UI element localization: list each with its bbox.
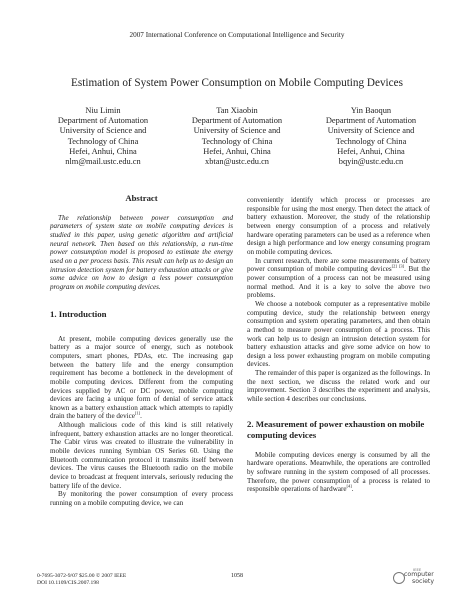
footer-doi: DOI 10.1109/CIS.2007.198 bbox=[37, 580, 99, 587]
right-p2-text-b: . But the power consumption of a process can not be measured using normal method. And it is a key to solve the above two problems. bbox=[247, 265, 430, 300]
intro-paragraph-1 bbox=[50, 335, 233, 422]
citation-1: [1] bbox=[134, 411, 141, 417]
paper-title: Estimation of System Power Consumption on Mobile Computing Devices bbox=[71, 77, 403, 89]
intro-p1-end: . bbox=[140, 412, 142, 421]
author-city: Hefei, Anhui, China bbox=[69, 146, 137, 156]
author-name: Niu Limin bbox=[85, 106, 121, 115]
author-uni: University of Science and bbox=[327, 126, 415, 136]
author-name: Tan Xiaobin bbox=[216, 106, 258, 115]
author-uni: University of Science and bbox=[59, 126, 147, 136]
author-dept: Department of Automation bbox=[325, 116, 417, 126]
author-2 bbox=[170, 106, 304, 167]
author-email[interactable]: nlm@mail.ustc.edu.cn bbox=[65, 157, 141, 167]
author-uni: University of Science and bbox=[193, 126, 281, 136]
page-number: 1058 bbox=[231, 573, 243, 579]
right-paragraph-3: We choose a notebook computer as a representative mobile computing device, study the relationship between energy consumption and system operating parameters, and then obtain a method to measure power consumption of a process. This work can help us to design an intrusion detection system for battery exhaustion attacks and give some advice on how to design a less power exhausting program on mobile computing devices. bbox=[247, 299, 430, 369]
section-2-paragraph-1 bbox=[247, 451, 430, 494]
author-uni: Technology of China bbox=[67, 136, 139, 146]
author-uni: Technology of China bbox=[335, 136, 407, 146]
computer-society-logo bbox=[392, 567, 444, 589]
author-email[interactable]: xbtan@ustc.edu.cn bbox=[205, 157, 269, 167]
right-column bbox=[247, 196, 430, 494]
citation-2-3: [2] [3] bbox=[391, 263, 405, 269]
left-column bbox=[50, 194, 233, 508]
right-paragraph-2 bbox=[247, 257, 430, 300]
section-2-p1-text: Mobile computing devices energy is consumed by all the hardware operations. Meanwhile, the operations are controlled by software running in the system composed of all processes. Therefore, the power consumption of a process is related to responsible operations of hardware bbox=[247, 450, 430, 494]
author-dept: Department of Automation bbox=[191, 116, 283, 126]
author-city: Hefei, Anhui, China bbox=[337, 146, 405, 156]
intro-p1-text: At present, mobile computing devices generally use the battery as a major source of energy, such as notebook computers, smart phones, PDAs, etc. The increasing gap between the battery life and the energy consumption requirement has become a bottleneck in the development of mobile computing devices. Different from the computing devices supplied by AC or DC power, mobile computing devices are facing a unique form of denial of service attack known as a battery exhaustion attack which attempts to rapidly drain the battery of the device bbox=[50, 334, 233, 421]
author-block bbox=[36, 106, 438, 167]
logo-computer-text: computer bbox=[404, 571, 434, 578]
author-name: Yin Baoqun bbox=[350, 106, 392, 115]
author-1 bbox=[36, 106, 170, 167]
logo-ieee-text: IEEE bbox=[413, 567, 422, 572]
section-2-p1-end: . bbox=[351, 485, 354, 494]
author-uni: Technology of China bbox=[201, 136, 273, 146]
citation-4: [4] bbox=[346, 484, 352, 490]
logo-society-text: society bbox=[412, 578, 435, 585]
section-1-heading: 1. Introduction bbox=[50, 308, 107, 319]
author-city: Hefei, Anhui, China bbox=[203, 146, 271, 156]
author-dept: Department of Automation bbox=[57, 116, 149, 126]
footer-isbn: 0-7695-3072-9/07 $25.00 © 2007 IEEE bbox=[37, 573, 127, 579]
abstract-body: The relationship between power consumption and parameters of system state on mobile computing devices is studied in this paper, using genetic algorithm and artificial neural network. Then based on this relationship, a run-time power consumption model is proposed to estimate the energy used on a per process basis. This result can help us to design an intrusion detection system for battery exhaustion attacks or give some advice on how to design a less power consumption program on mobile computing devices. bbox=[50, 213, 233, 291]
abstract-heading: Abstract bbox=[125, 193, 158, 203]
right-paragraph-4: The remainder of this paper is organized as the followings. In the next section, we discuss the related work and our improvement. Section 3 describes the experiment and analysis, while section 4 describes our conclusions. bbox=[247, 369, 430, 404]
right-p2-text-a: In current research, there are some measurements of battery power consumption of mobile computing devices bbox=[247, 256, 430, 274]
author-3 bbox=[304, 106, 438, 167]
section-2-heading: 2. Measurement of power exhaustion on mobile computing devices bbox=[247, 418, 425, 440]
intro-paragraph-2: Although malicious code of this kind is still relatively infrequent, battery exhaustion attacks are no longer theoretical. The Cabir virus was created to illustrate the vulnerability in mobile devices running Symbian OS Series 60. Using the Bluetooth communication protocol it transmits itself between devices. The virus causes the Bluetooth radio on the mobile device to broadcast at frequent intervals, seriously reducing the battery life of the device. bbox=[50, 421, 233, 490]
right-paragraph-1: conveniently identify which process or processes are responsible for using the most energy. Then detect the attack of battery exhaustion. Moreover, the study of the relationship between energy consumption of a process and relatively hardware operating parameters can be used as a reference when design a high performance and low energy consuming program on mobile computing devices. bbox=[247, 196, 430, 256]
author-email[interactable]: bqyin@ustc.edu.cn bbox=[338, 157, 404, 167]
conference-header: 2007 International Conference on Computational Intelligence and Security bbox=[129, 31, 345, 39]
intro-paragraph-3: By monitoring the power consumption of every process running on a mobile computing device, we can bbox=[50, 490, 233, 508]
